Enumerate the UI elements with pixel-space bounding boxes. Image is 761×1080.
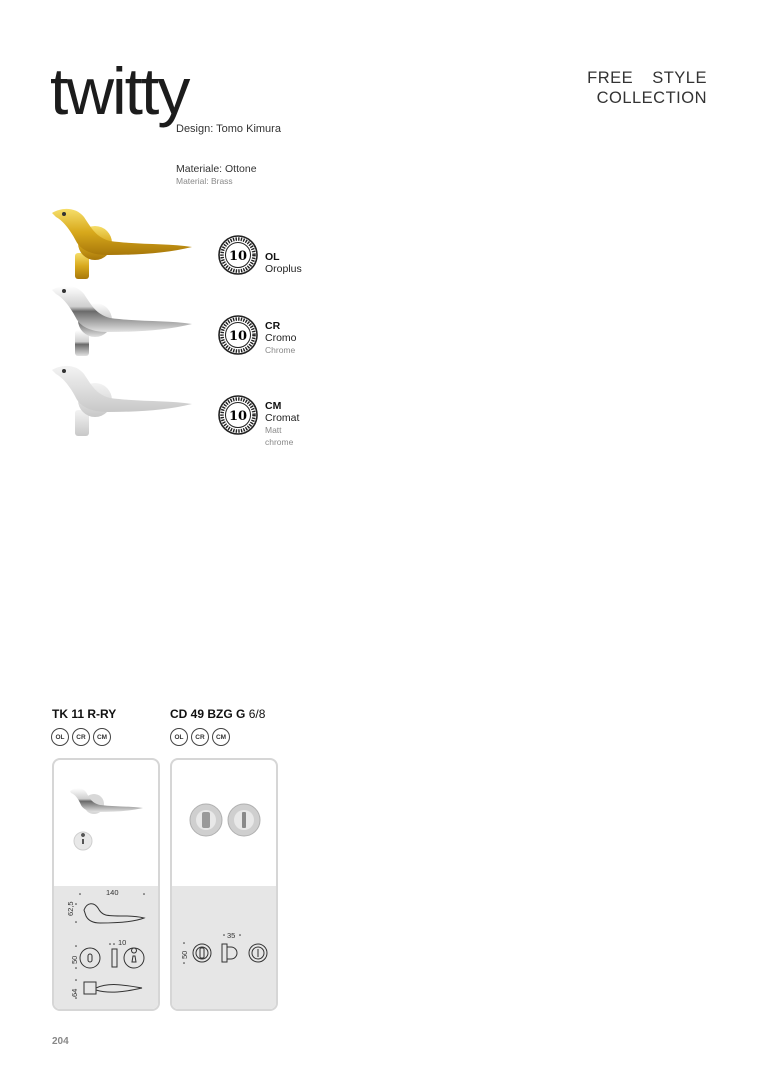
warranty-number: 10	[228, 249, 248, 264]
warranty-seal-icon	[218, 235, 258, 275]
finish-label-ol	[265, 251, 302, 275]
finish-name-en: Chrome	[265, 345, 296, 355]
collection-line-1: FREE STYLE	[587, 69, 707, 87]
product-code-main: TK 11 R-RY	[52, 707, 117, 721]
product-code-suffix: 6/8	[245, 707, 266, 721]
designer-credit: Design: Tomo Kimura	[176, 123, 281, 135]
product-code-main: CD 49 BZG G	[170, 707, 246, 721]
product-card	[170, 758, 278, 1011]
finish-name-it: Cromo	[265, 332, 297, 344]
finish-code: CR	[265, 320, 281, 332]
finish-chip: CM	[212, 728, 230, 746]
finish-code: OL	[265, 251, 280, 263]
finish-chip: CM	[93, 728, 111, 746]
finish-chip: OL	[51, 728, 69, 746]
dimension-width: 140	[106, 888, 119, 897]
material-label-it: Materiale: Ottone	[176, 163, 257, 175]
collection-line-2: COLLECTION	[596, 89, 707, 107]
material-info	[176, 163, 257, 186]
dimension-depth: 64	[70, 988, 79, 997]
finish-label-cr	[265, 320, 297, 356]
handle-chrome-image	[50, 282, 195, 360]
technical-drawing-area	[172, 886, 276, 1009]
handle-with-keyhole-image	[68, 786, 148, 856]
product-card	[52, 758, 160, 1011]
dimension-thickness: 10	[118, 938, 127, 947]
dimension-rose: 50	[180, 950, 189, 959]
product-code	[52, 707, 116, 721]
bathroom-lock-rosettes-image	[188, 800, 264, 840]
dimension-rose: 50	[70, 955, 79, 964]
dimension-height: 62,5	[66, 901, 75, 916]
product-code	[170, 707, 265, 721]
page-number: 204	[52, 1036, 69, 1047]
dimension-spacing: 35	[227, 931, 236, 940]
finish-name-it: Cromat	[265, 412, 300, 424]
warranty-seal-icon	[218, 395, 258, 435]
finish-label-cm	[265, 400, 299, 448]
finish-chip: CR	[191, 728, 209, 746]
finish-chip: OL	[170, 728, 188, 746]
finish-chip-group	[51, 728, 111, 746]
handle-matt-chrome-image	[50, 362, 195, 440]
technical-drawing-area	[54, 886, 158, 1009]
finish-chip: CR	[72, 728, 90, 746]
handle-gold-image	[50, 205, 195, 283]
finish-name-it: Oroplus	[265, 263, 302, 275]
page-title: twitty	[50, 54, 189, 128]
finish-code: CM	[265, 400, 282, 412]
warranty-number: 10	[228, 329, 248, 344]
finish-chip-group	[170, 728, 230, 746]
warranty-number: 10	[228, 409, 248, 424]
warranty-seal-icon	[218, 315, 258, 355]
finish-name-en: Matt chrome	[265, 425, 294, 447]
collection-label	[587, 68, 707, 108]
material-label-en: Material: Brass	[176, 176, 233, 186]
